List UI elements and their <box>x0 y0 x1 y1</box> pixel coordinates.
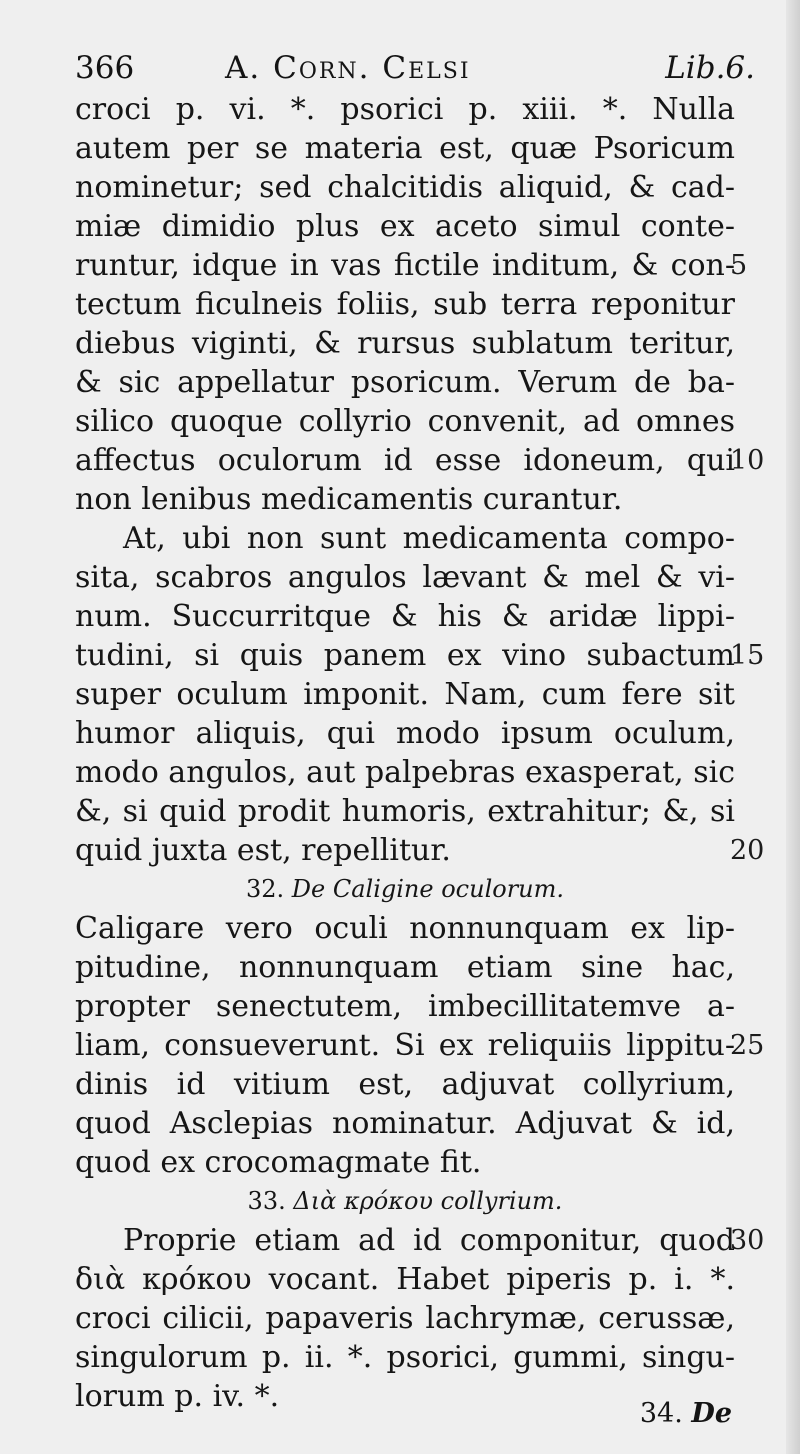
text-line: autem per se materia est, quæ Psoricum <box>75 131 735 166</box>
text-line: &, si quid prodit humoris, extrahitur; &, si <box>75 794 735 829</box>
margin-line-number: 15 <box>730 640 765 671</box>
text-line: & sic appellatur psoricum. Verum de ba- <box>75 365 735 400</box>
running-head <box>75 44 755 92</box>
text-line: διὰ κρόκου vocant. Habet piperis p. i. *. <box>75 1262 735 1297</box>
section-number: 32. <box>245 875 285 903</box>
text-line: affectus oculorum id esse idoneum, qui <box>75 443 735 478</box>
section-heading <box>75 870 735 909</box>
book-indicator: Lib.6. <box>665 50 755 86</box>
text-line: Caligare vero oculi nonnunquam ex lip- <box>75 911 735 946</box>
running-title: A. Corn. Celsi <box>225 50 471 86</box>
text-line: tudini, si quis panem ex vino subactum <box>75 638 735 673</box>
section-title: Διὰ κρόκου collyrium. <box>293 1187 563 1215</box>
text-line: croci cilicii, papaveris lachrymæ, cerussæ, <box>75 1301 735 1336</box>
text-line: dinis id vitium est, adjuvat collyrium, <box>75 1067 735 1102</box>
text-line: super oculum imponit. Nam, cum fere sit <box>75 677 735 712</box>
catchword-word: De <box>691 1398 732 1429</box>
section-number: 33. <box>247 1187 286 1215</box>
margin-line-number: 25 <box>730 1030 765 1061</box>
text-line: non lenibus medicamentis curantur. <box>75 482 623 517</box>
text-line: tectum ficulneis foliis, sub terra reponitur <box>75 287 735 322</box>
text-line: croci p. vi. *. psorici p. xiii. *. Nulla <box>75 92 735 127</box>
text-line: humor aliquis, qui modo ipsum oculum, <box>75 716 735 751</box>
text-line: lorum p. iv. *. <box>75 1379 280 1414</box>
section-title: De Caligine oculorum. <box>291 875 565 903</box>
text-line: propter senectutem, imbecillitatemve a- <box>75 989 735 1024</box>
text-line: At, ubi non sunt medicamenta compo- <box>123 521 735 556</box>
text-line: miæ dimidio plus ex aceto simul conte- <box>75 209 735 244</box>
margin-line-number: 30 <box>730 1225 765 1256</box>
text-line: singulorum p. ii. *. psorici, gummi, singu- <box>75 1340 735 1375</box>
catchword <box>640 1394 732 1433</box>
text-line: num. Succurritque & his & aridæ lippi- <box>75 599 735 634</box>
text-line: quod Asclepias nominatur. Adjuvat & id, <box>75 1106 735 1141</box>
text-line: diebus viginti, & rursus sublatum teritur, <box>75 326 735 361</box>
margin-line-number: 10 <box>730 445 765 476</box>
margin-line-number: 5 <box>730 250 748 281</box>
text-line: runtur, idque in vas fictile inditum, & con- <box>75 248 735 283</box>
text-line: Proprie etiam ad id componitur, quod <box>123 1223 735 1258</box>
text-line: liam, consueverunt. Si ex reliquiis lippitu- <box>75 1028 735 1063</box>
margin-line-number: 20 <box>730 835 765 866</box>
catchword-number: 34. <box>639 1398 683 1429</box>
text-line: quod ex crocomagmate fit. <box>75 1145 482 1180</box>
text-line: silico quoque collyrio convenit, ad omnes <box>75 404 735 439</box>
main-text <box>75 90 735 1416</box>
text-line: quid juxta est, repellitur. <box>75 833 451 868</box>
page-edge-shadow <box>786 0 800 1454</box>
text-line: nominetur; sed chalcitidis aliquid, & cad- <box>75 170 735 205</box>
text-line: pitudine, nonnunquam etiam sine hac, <box>75 950 735 985</box>
section-heading <box>75 1182 735 1221</box>
text-line: sita, scabros angulos lævant & mel & vi- <box>75 560 735 595</box>
text-line: modo angulos, aut palpebras exasperat, sic <box>75 755 736 790</box>
page-number: 366 <box>75 50 135 86</box>
